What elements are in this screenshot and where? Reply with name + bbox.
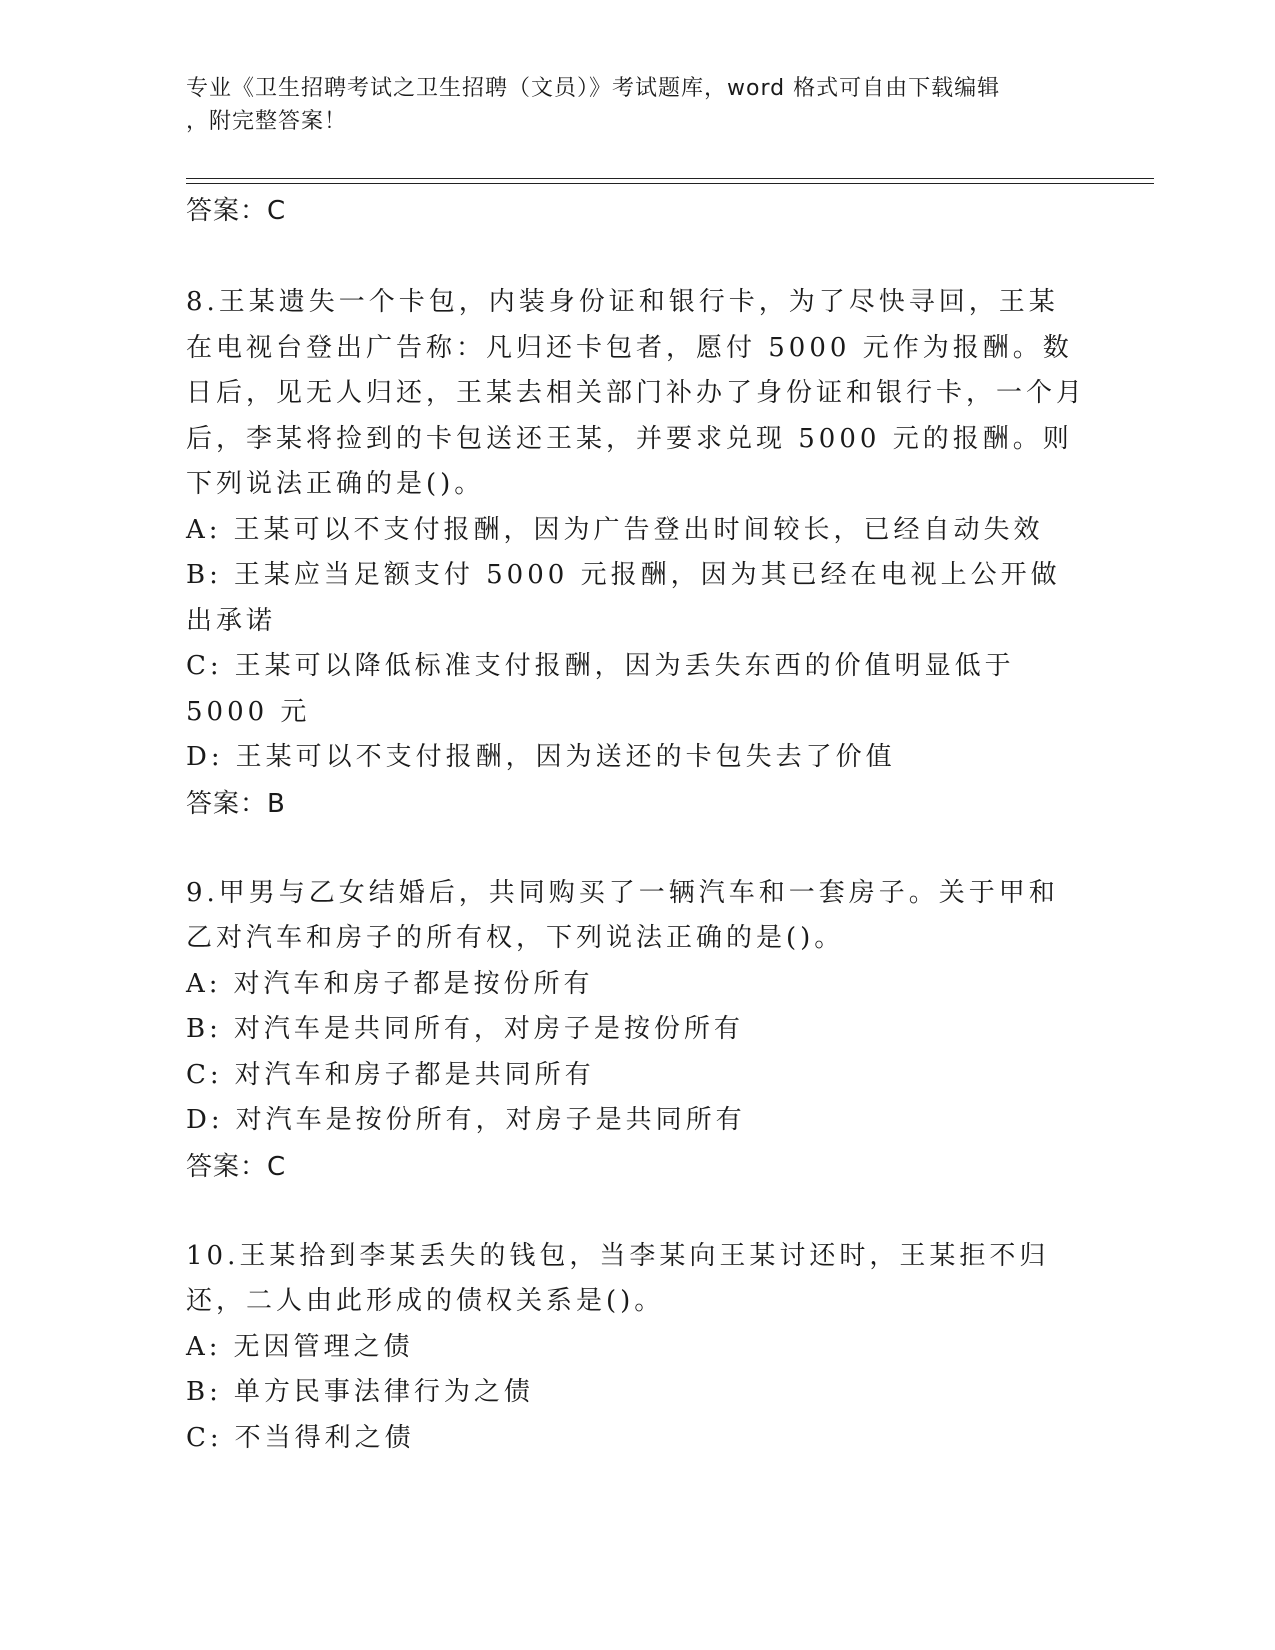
option-key: B:: [186, 560, 222, 590]
option-text: 王某可以不支付报酬，因为送还的卡包失去了价值: [235, 742, 896, 772]
option-c: [186, 1053, 1086, 1099]
option-key: C:: [186, 1422, 223, 1453]
option-b: [186, 553, 1086, 644]
option-d: [186, 735, 1086, 781]
question-9: [186, 871, 1086, 1190]
option-text: 王某应当足额支付 5000 元报酬，因为其已经在电视上公开做出承诺: [186, 560, 1061, 636]
option-b: [186, 1007, 1086, 1053]
option-key: A:: [186, 968, 222, 999]
option-c: [186, 1416, 1086, 1462]
option-text: 对汽车和房子都是按份所有: [233, 968, 594, 999]
option-key: A:: [186, 514, 222, 545]
option-text: 对汽车是共同所有，对房子是按份所有: [233, 1014, 744, 1044]
option-key: B:: [186, 1377, 222, 1407]
option-text: 对汽车和房子都是共同所有: [234, 1059, 595, 1090]
question-stem: 8.王某遗失一个卡包，内装身份证和银行卡，为了尽快寻回，王某在电视台登出广告称：凡归还卡包者，愿付 5000 元作为报酬。数日后，见无人归还，王某去相关部门补办了身份证和银行卡，一个月后，李某将捡到的卡包送还王某，并要求兑现 5000 元的报酬。则下列说法正确的是()。: [186, 287, 1087, 499]
option-key: D:: [186, 742, 224, 772]
option-text: 王某可以不支付报酬，因为广告登出时间较长，已经自动失效: [233, 514, 1044, 545]
option-d: [186, 1098, 1086, 1144]
option-a: [186, 962, 1086, 1008]
answer-line: 答案：C: [186, 1151, 287, 1182]
option-a: [186, 1325, 1086, 1371]
option-c: [186, 644, 1086, 735]
option-text: 不当得利之债: [234, 1422, 415, 1453]
answer-line: 答案：B: [186, 788, 286, 819]
question-stem: 10.王某拾到李某丢失的钱包，当李某向王某讨还时，王某拒不归还，二人由此形成的债权关系是()。: [186, 1240, 1050, 1316]
option-key: C:: [186, 1059, 223, 1090]
header-line-2: ，附完整答案！: [186, 109, 348, 134]
option-text: 单方民事法律行为之债: [233, 1377, 534, 1407]
page-header: [186, 72, 1066, 138]
option-a: [186, 508, 1086, 554]
option-key: B:: [186, 1014, 222, 1044]
option-text: 无因管理之债: [233, 1331, 414, 1362]
option-key: A:: [186, 1331, 222, 1362]
document-body: [186, 188, 1086, 1461]
answer-line: 答案：C: [186, 196, 287, 226]
header-line-1: 专业《卫生招聘考试之卫生招聘（文员）》考试题库，word 格式可自由下载编辑: [186, 76, 1001, 101]
option-key: C:: [186, 651, 223, 681]
option-text: 王某可以降低标准支付报酬，因为丢失东西的价值明显低于 5000 元: [186, 651, 1015, 727]
option-key: D:: [186, 1105, 224, 1135]
question-stem: 9.甲男与乙女结婚后，共同购买了一辆汽车和一套房子。关于甲和乙对汽车和房子的所有权，下列说法正确的是()。: [186, 877, 1059, 953]
question-10: [186, 1234, 1086, 1462]
header-double-rule: [186, 178, 1154, 184]
option-b: [186, 1370, 1086, 1416]
option-text: 对汽车是按份所有，对房子是共同所有: [235, 1105, 746, 1135]
question-8: [186, 280, 1086, 827]
